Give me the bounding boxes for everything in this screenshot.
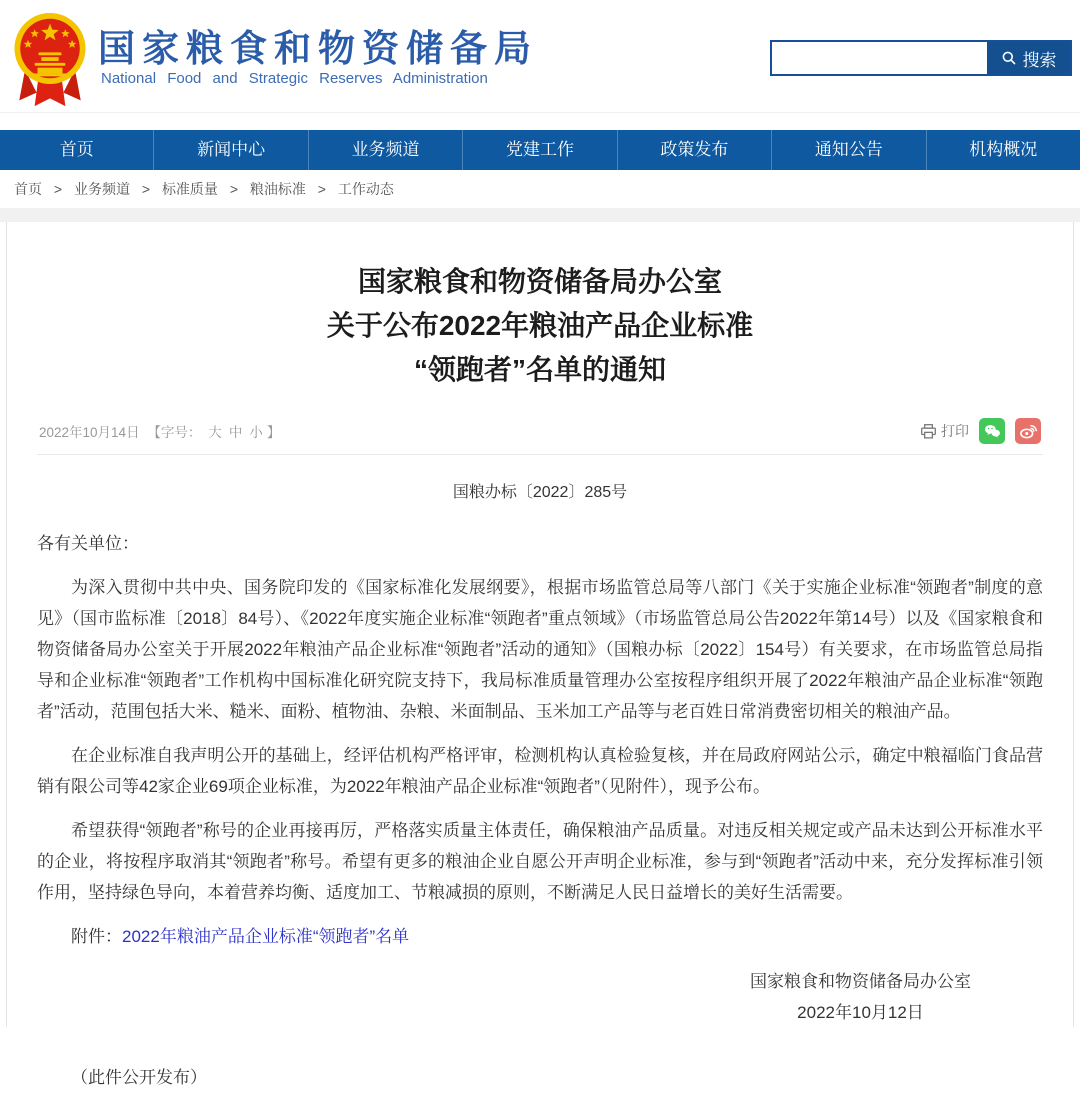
wechat-icon xyxy=(982,421,1002,441)
site-header xyxy=(0,0,1080,112)
print-button[interactable] xyxy=(920,421,969,441)
section-divider-band xyxy=(0,208,1080,222)
breadcrumb-separator: > xyxy=(53,181,63,197)
nav-item-about[interactable]: 机构概况 xyxy=(969,140,1038,159)
fontsize-medium-button[interactable]: 中 xyxy=(228,425,243,440)
signature-area xyxy=(37,966,1043,1028)
fontsize-small-button[interactable]: 小 xyxy=(249,425,263,440)
nav-item-policy[interactable]: 政策发布 xyxy=(618,130,772,170)
signature-org: 国家粮食和物资储备局办公室 xyxy=(750,972,971,991)
share-wechat-button[interactable] xyxy=(979,418,1005,444)
breadcrumb-home[interactable]: 首页 xyxy=(14,181,42,197)
nav-item-party[interactable]: 党建工作 xyxy=(463,130,617,170)
fontsize-suffix: 】 xyxy=(266,425,281,440)
article-title-line-3: “领跑者”名单的通知 xyxy=(413,354,666,385)
document-number: 国粮办标〔2022〕285号 xyxy=(452,484,628,501)
print-label: 打印 xyxy=(941,423,969,439)
nav-item-home[interactable]: 首页 xyxy=(0,130,154,170)
breadcrumb xyxy=(0,170,1080,208)
attachment-label: 附件： xyxy=(71,927,122,946)
nav-item-news[interactable]: 新闻中心 xyxy=(154,130,308,170)
article-panel xyxy=(6,222,1074,1087)
article-meta-row xyxy=(37,418,1043,444)
printer-icon xyxy=(920,423,937,440)
search-icon xyxy=(1001,50,1017,66)
article-body xyxy=(37,528,1043,1093)
national-emblem-logo xyxy=(10,12,90,108)
search-button-label: 搜索 xyxy=(1022,50,1057,70)
publish-date: 2022年10月14日 xyxy=(39,425,140,440)
salutation: 各有关单位： xyxy=(37,534,139,553)
article-title xyxy=(37,260,1043,392)
fontsize-large-button[interactable]: 大 xyxy=(208,425,222,440)
article-title-line-2: 关于公布2022年粮油产品企业标准 xyxy=(326,310,754,341)
breadcrumb-separator: > xyxy=(229,181,239,197)
breadcrumb-work-updates[interactable]: 工作动态 xyxy=(337,181,394,197)
breadcrumb-separator: > xyxy=(141,181,151,197)
header-divider xyxy=(0,112,1080,130)
meta-separator-line xyxy=(37,454,1043,455)
share-weibo-button[interactable] xyxy=(1015,418,1041,444)
search-input[interactable] xyxy=(772,42,987,74)
breadcrumb-standards-quality[interactable]: 标准质量 xyxy=(161,181,218,197)
paragraph-2: 在企业标准自我声明公开的基础上，经评估机构严格评审，检测机构认真检验复核，并在局政府网站公示，确定中粮福临门食品营销有限公司等42家企业69项企业标准，为2022年粮油产品企业标准“领跑者”（见附件），现予公布。 xyxy=(37,746,1043,796)
main-nav xyxy=(0,130,1080,170)
site-title: 国家粮食和物资储备局 xyxy=(98,28,538,69)
signature-date: 2022年10月12日 xyxy=(797,1003,924,1022)
breadcrumb-grain-oil-standards[interactable]: 粮油标准 xyxy=(249,181,306,197)
fontsize-prefix: 【字号： xyxy=(147,425,202,440)
breadcrumb-business[interactable]: 业务频道 xyxy=(73,181,130,197)
nav-item-business[interactable]: 业务频道 xyxy=(309,130,463,170)
article-meta-right xyxy=(920,418,1041,444)
public-release-note: （此件公开发布） xyxy=(71,1068,207,1087)
paragraph-1: 为深入贯彻中共中央、国务院印发的《国家标准化发展纲要》，根据市场监管总局等八部门《关于实施企业标准“领跑者”制度的意见》（国市监标准〔2018〕84号）、《2022年度实施企业标准“领跑者”重点领域》（市场监管总局公告2022年第14号）以及《国家粮食和物资储备局办公室关于开展2022年粮油产品企业标准“领跑者”活动的通知》（国粮办标〔2022〕154号）有关要求，在市场监管总局指导和企业标准“领跑者”工作机构中国标准化研究院支持下，我局标准质量管理办公室按程序组织开展了2022年粮油产品企业标准“领跑者”活动，范围包括大米、糙米、面粉、植物油、杂粮、米面制品、玉米加工产品等与老百姓日常消费密切相关的粮油产品。 xyxy=(37,578,1043,721)
breadcrumb-separator: > xyxy=(317,181,326,197)
search-button[interactable] xyxy=(987,42,1070,74)
weibo-icon xyxy=(1018,421,1038,441)
article-meta-left xyxy=(39,421,284,441)
article-title-line-1: 国家粮食和物资储备局办公室 xyxy=(357,266,722,297)
attachment-link[interactable]: 2022年粮油产品企业标准“领跑者”名单 xyxy=(122,927,410,946)
paragraph-3: 希望获得“领跑者”称号的企业再接再厉，严格落实质量主体责任，确保粮油产品质量。对违反相关规定或产品未达到公开标准水平的企业，将按程序取消其“领跑者”称号。希望有更多的粮油企业自愿公开声明企业标准，参与到“领跑者”活动中来，充分发挥标准引领作用，坚持绿色导向，本着营养均衡、适度加工、节粮减损的原则，不断满足人民日益增长的美好生活需要。 xyxy=(37,821,1043,902)
nav-item-notices[interactable]: 通知公告 xyxy=(772,130,926,170)
site-subtitle-en: National Food and Strategic Reserves Administration xyxy=(101,70,488,87)
attachment-line xyxy=(37,921,1043,952)
search-box xyxy=(770,40,1072,76)
